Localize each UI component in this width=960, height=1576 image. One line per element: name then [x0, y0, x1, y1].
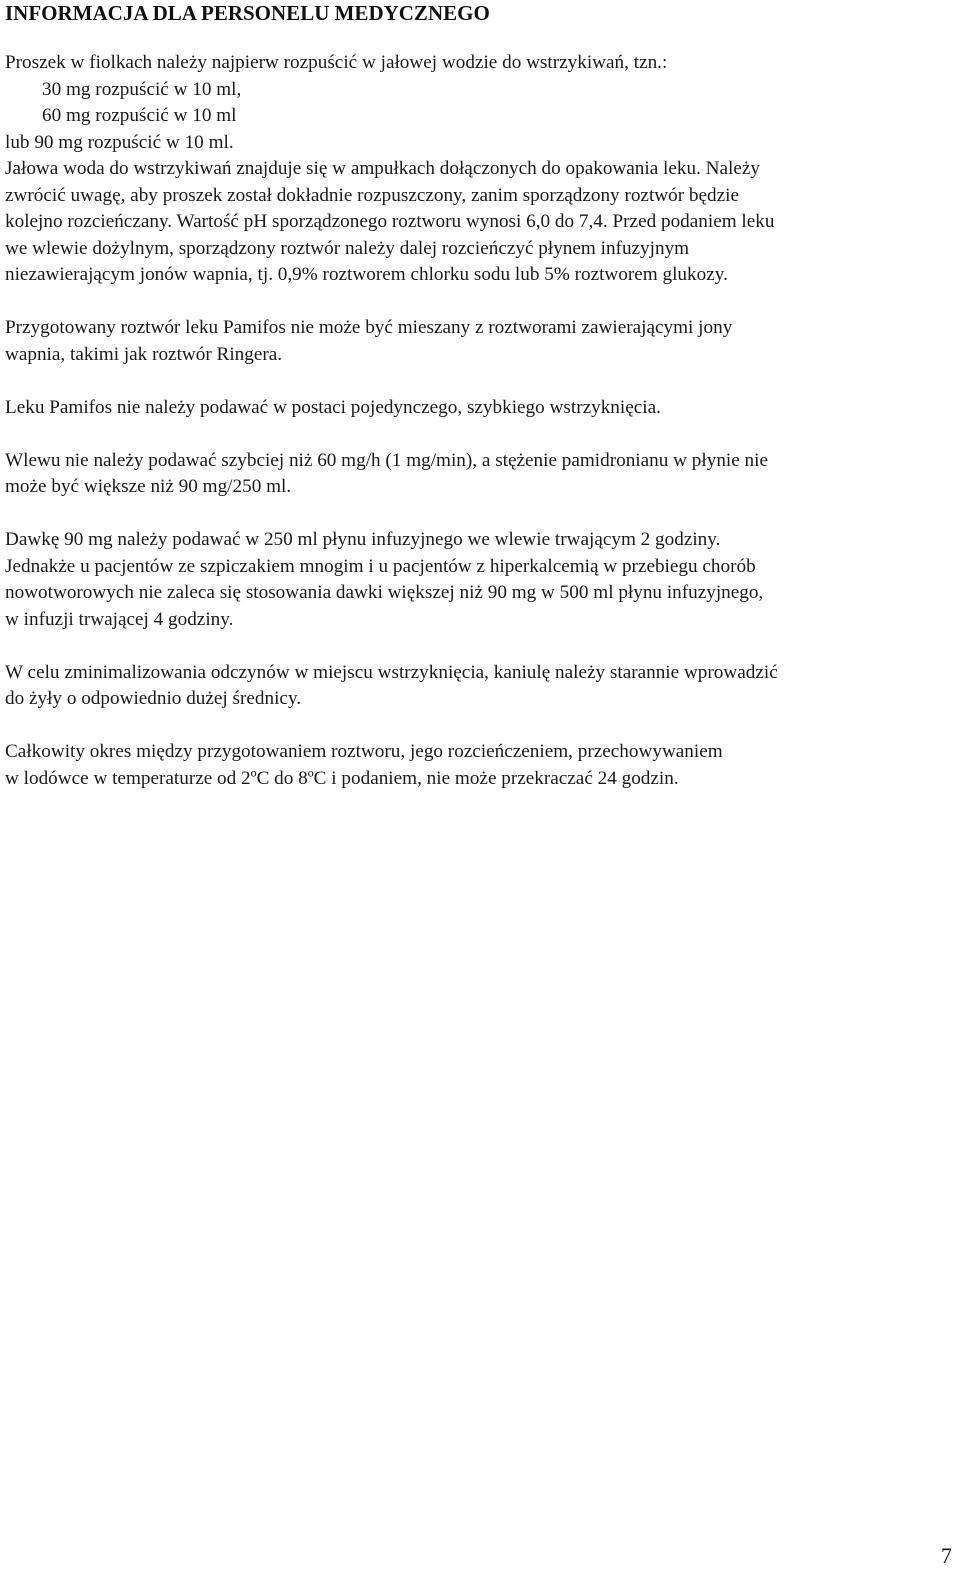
spacer — [5, 368, 955, 395]
spacer — [5, 289, 955, 316]
dose-30mg-line: 30 mg rozpuścić w 10 ml, — [42, 78, 242, 100]
text-line: do żyły o odpowiednio dużej średnicy. — [5, 688, 302, 709]
page-number: 7 — [941, 1543, 952, 1568]
text-line: Całkowity okres między przygotowaniem roztworu, jego rozcieńczeniem, przechowywaniem — [5, 741, 723, 762]
text-line: Leku Pamifos nie należy podawać w postaci pojedynczego, szybkiego wstrzyknięcia. — [5, 396, 661, 418]
text-line: wapnia, takimi jak roztwór Ringera. — [5, 343, 283, 365]
spacer — [5, 26, 955, 50]
text-line: może być większe niż 90 mg/250 ml. — [5, 476, 292, 497]
text-line: zwrócić uwagę, aby proszek został dokładnie rozpuszczony, zanim sporządzony roztwór będzie — [5, 184, 739, 206]
paragraph-no-bolus — [5, 395, 955, 422]
spacer — [5, 713, 955, 740]
document-heading: INFORMACJA DLA PERSONELU MEDYCZNEGO — [5, 1, 490, 25]
text-line: Jednakże u pacjentów ze szpiczakiem mnogim i u pacjentów z hiperkalcemią w przebiegu chorób — [5, 555, 756, 577]
text-line: Wlewu nie należy podawać szybciej niż 60 mg/h (1 mg/min), a stężenie pamidronianu w płynie nie — [5, 449, 768, 471]
text-line: kolejno rozcieńczany. Wartość pH sporządzonego roztworu wynosi 6,0 do 7,4. Przed podaniem leku — [5, 211, 775, 232]
paragraph-cannula — [5, 660, 955, 713]
text-line: w lodówce w temperaturze od 2ºC do 8ºC i podaniem, nie może przekraczać 24 godzin. — [5, 767, 679, 789]
text-line: w infuzji trwającej 4 godziny. — [5, 608, 234, 630]
text-line: W celu zminimalizowania odczynów w miejscu wstrzyknięcia, kaniulę należy starannie wprowadzić — [5, 661, 778, 683]
dose-60mg-line: 60 mg rozpuścić w 10 ml — [42, 105, 237, 126]
document-page — [5, 0, 955, 792]
paragraph-dosage — [5, 527, 955, 633]
text-line: nowotworowych nie zaleca się stosowania dawki większej niż 90 mg w 500 ml płynu infuzyjnego, — [5, 582, 764, 603]
paragraph-reconstitution — [5, 50, 955, 289]
text-line: Dawkę 90 mg należy podawać w 250 ml płynu infuzyjnego we wlewie trwającym 2 godziny. — [5, 529, 721, 550]
spacer — [5, 501, 955, 528]
text-line: Jałowa woda do wstrzykiwań znajduje się w ampułkach dołączonych do opakowania leku. Należy — [5, 158, 760, 179]
spacer — [5, 421, 955, 448]
text-line: Przygotowany roztwór leku Pamifos nie może być mieszany z roztworami zawierającymi jony — [5, 317, 733, 338]
paragraph-storage-time — [5, 739, 955, 792]
text-line: we wlewie dożylnym, sporządzony roztwór należy dalej rozcieńczyć płynem infuzyjnym — [5, 237, 690, 259]
paragraph-infusion-rate — [5, 448, 955, 501]
text-line: niezawierającym jonów wapnia, tj. 0,9% roztworem chlorku sodu lub 5% roztworem glukozy. — [5, 264, 728, 285]
spacer — [5, 633, 955, 660]
paragraph-incompatibility — [5, 315, 955, 368]
dose-90mg-line: lub 90 mg rozpuścić w 10 ml. — [5, 131, 234, 153]
text-line: Proszek w fiolkach należy najpierw rozpuścić w jałowej wodzie do wstrzykiwań, tzn.: — [5, 52, 668, 73]
